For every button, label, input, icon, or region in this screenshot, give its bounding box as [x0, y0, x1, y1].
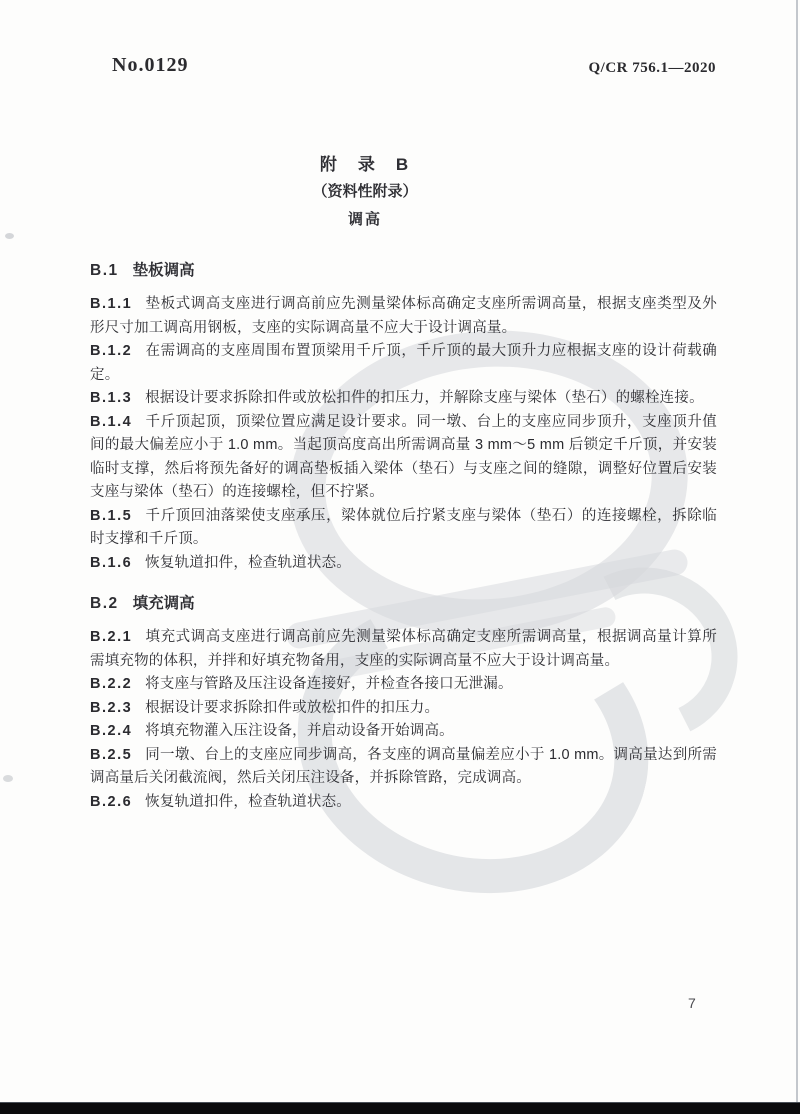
clause-b2-5: [90, 744, 717, 791]
clause-number: B.1.4: [90, 413, 133, 430]
clause-text: 在需调高的支座周围布置顶梁用千斤顶，千斤顶的最大顶升力应根据支座的设计荷载确定。: [90, 343, 717, 383]
section-number: B.2: [90, 595, 119, 612]
document-body: [90, 258, 717, 814]
clause-b1-5: [90, 505, 717, 552]
clause-b2-1: [90, 626, 717, 673]
scan-speck: [3, 775, 13, 782]
clause-b2-6: [90, 791, 717, 815]
standard-code: Q/CR 756.1—2020: [588, 60, 716, 76]
clause-text: 填充式调高支座进行调高前应先测量梁体标高确定支座所需调高量，根据调高量计算所需填充物的体积，并拌和好填充物备用，支座的实际调高量不应大于设计调高量。: [90, 629, 717, 669]
section-title: 填充调高: [132, 595, 195, 612]
clause-text: 同一墩、台上的支座应同步调高，各支座的调高量偏差应小于 1.0 mm。调高量达到所需调高量后关闭截流阀，然后关闭压注设备，并拆除管路，完成调高。: [90, 746, 717, 786]
clause-number: B.2.3: [90, 699, 133, 716]
clause-b1-3: [90, 387, 717, 411]
clause-text: 将支座与管路及压注设备连接好，并检查各接口无泄漏。: [145, 676, 513, 692]
clause-text: 千斤顶起顶，顶梁位置应满足设计要求。同一墩、台上的支座应同步顶升，支座顶升值间的最大偏差应小于 1.0 mm。当起顶高度高出所需调高量 3 mm～5 mm 后锁定千斤顶，并安装临时支撑，然后将预先备好的调高垫板插入梁体（垫石）与支座之间的缝隙，调整好位置后安装支座与梁体（垫石）的连接螺栓，但不拧紧。: [90, 413, 717, 500]
section-b2: [90, 591, 717, 814]
clause-b2-3: [90, 697, 717, 721]
clause-text: 垫板式调高支座进行调高前应先测量梁体标高确定支座所需调高量，根据支座类型及外形尺寸加工调高用钢板，支座的实际调高量不应大于设计调高量。: [90, 296, 717, 336]
clause-text: 恢复轨道扣件，检查轨道状态。: [145, 793, 351, 810]
clause-number: B.2.5: [90, 746, 133, 763]
clause-number: B.2.2: [90, 676, 133, 692]
appendix-title-block: [0, 150, 730, 229]
clause-number: B.1.6: [90, 554, 133, 571]
clause-b1-4: [90, 411, 717, 505]
scan-edge-right: [796, 0, 798, 1103]
scan-speck: [5, 233, 14, 239]
appendix-heading: 附 录 B: [319, 155, 411, 174]
section-number: B.1: [90, 262, 119, 279]
clause-text: 千斤顶回油落梁使支座承压，梁体就位后拧紧支座与梁体（垫石）的连接螺栓，拆除临时支撑和千斤顶。: [90, 507, 717, 547]
section-title: 垫板调高: [132, 262, 195, 279]
clause-b2-4: [90, 720, 717, 744]
appendix-subject: 调高: [347, 211, 382, 228]
page-number: 7: [688, 995, 696, 1011]
scan-edge-bottom: [0, 1102, 800, 1114]
clause-text: 将填充物灌入压注设备，并启动设备开始调高。: [145, 723, 454, 739]
clause-text: 根据设计要求拆除扣件或放松扣件的扣压力。: [145, 699, 440, 716]
clause-text: 根据设计要求拆除扣件或放松扣件的扣压力，并解除支座与梁体（垫石）的螺栓连接。: [145, 390, 704, 406]
section-heading-b2: [90, 591, 717, 613]
clause-b1-1: [90, 293, 717, 340]
clause-number: B.1.5: [90, 507, 133, 524]
clause-number: B.1.3: [90, 390, 133, 406]
section-heading-b1: [90, 258, 717, 280]
clause-number: B.1.1: [90, 296, 133, 312]
appendix-type: （资料性附录）: [312, 183, 418, 200]
clause-number: B.2.6: [90, 793, 133, 810]
clause-b1-6: [90, 552, 717, 576]
clause-number: B.1.2: [90, 343, 133, 359]
document-serial-stamp: No.0129: [112, 54, 189, 76]
clause-number: B.2.1: [90, 629, 133, 645]
clause-number: B.2.4: [90, 723, 133, 739]
section-b1: [90, 258, 717, 575]
clause-b2-2: [90, 673, 717, 697]
clause-text: 恢复轨道扣件，检查轨道状态。: [145, 554, 351, 571]
clause-b1-2: [90, 340, 717, 387]
